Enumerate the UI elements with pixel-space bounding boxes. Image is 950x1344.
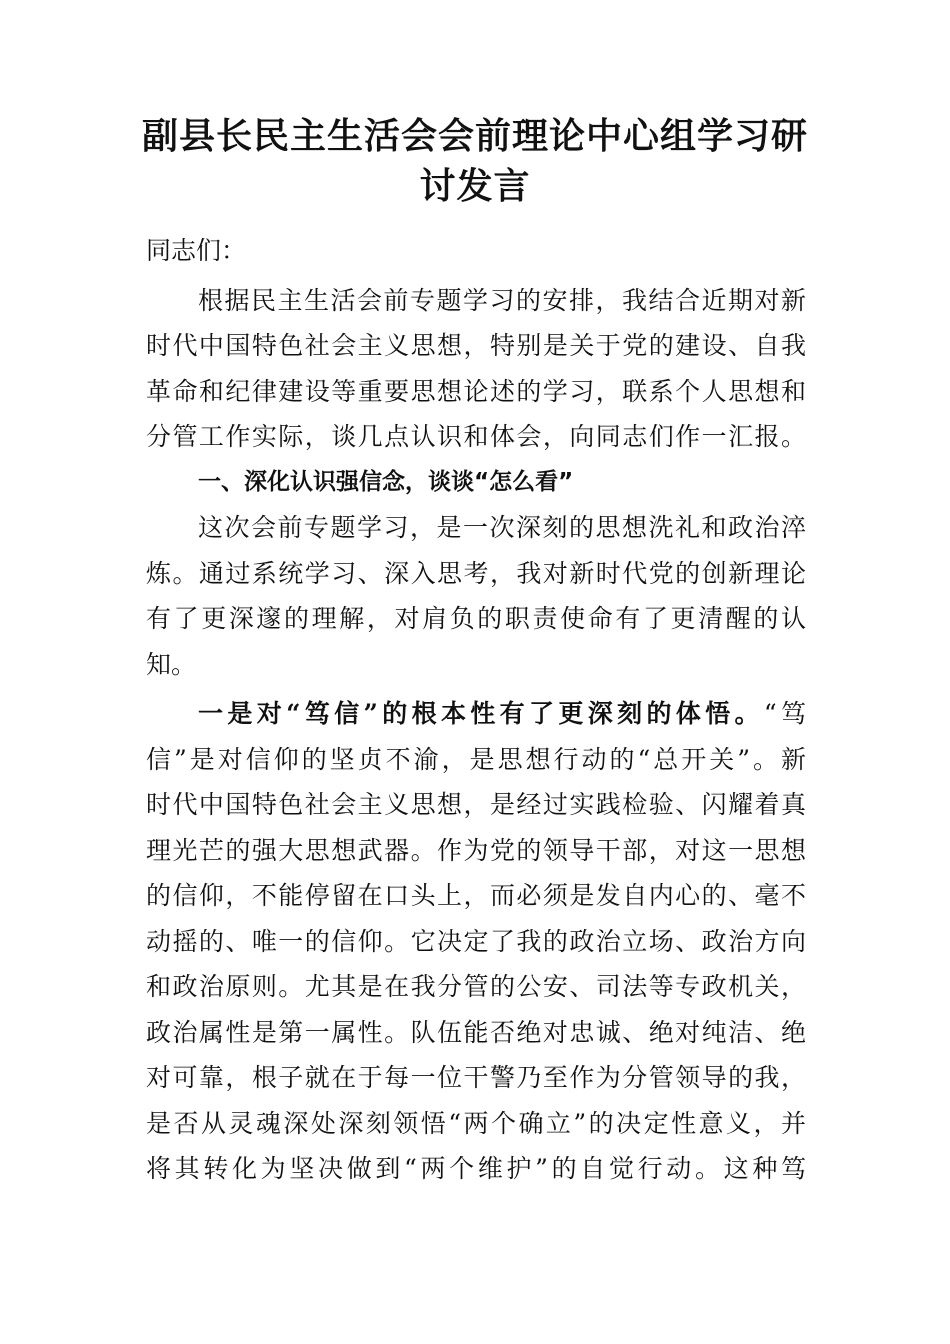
paragraph-line: 信”是对信仰的坚贞不渝，是思想行动的“总开关”。新: [146, 744, 806, 774]
paragraph-line: 对可靠，根子就在于每一位干警乃至作为分管领导的我，: [146, 1063, 806, 1092]
paragraph-line: 炼。通过系统学习、深入思考，我对新时代党的创新理论: [146, 558, 806, 588]
section-paragraph: [146, 505, 806, 687]
paragraph-line: 是否从灵魂深处深刻领悟“两个确立”的决定性意义，并: [146, 1108, 806, 1138]
paragraph-line: 这次会前专题学习，是一次深刻的思想洗礼和政治淬: [198, 513, 806, 542]
point-lead-rest: “笃: [763, 699, 806, 728]
paragraph-line: 根据民主生活会前专题学习的安排，我结合近期对新: [198, 285, 806, 315]
point-paragraph: [146, 691, 806, 1192]
paragraph-line: 有了更深邃的理解，对肩负的职责使命有了更清醒的认: [146, 604, 806, 633]
paragraph-line: 政治属性是第一属性。队伍能否绝对忠诚、绝对纯洁、绝: [146, 1017, 806, 1047]
paragraph-first-line: [146, 691, 806, 737]
paragraph-line: 的信仰，不能停留在口头上，而必须是发自内心的、毫不: [146, 881, 806, 910]
point-lead-bold: 一是对“笃信”的根本性有了更深刻的体悟。: [198, 699, 764, 728]
title-line-1: 副县长民主生活会会前理论中心组学习研: [141, 116, 808, 157]
paragraph-line: 时代中国特色社会主义思想，特别是关于党的建设、自我: [146, 331, 806, 360]
intro-paragraph: [146, 278, 806, 460]
title-line-2: 讨发言: [419, 166, 531, 207]
paragraph-line: 时代中国特色社会主义思想，是经过实践检验、闪耀着真: [146, 790, 806, 819]
document-body: [146, 228, 806, 1192]
paragraph-line: 革命和纪律建设等重要思想论述的学习，联系个人思想和: [146, 376, 806, 406]
document-title: [140, 112, 810, 212]
paragraph-line: 知。: [146, 649, 197, 679]
paragraph-line: 动摇的、唯一的信仰。它决定了我的政治立场、政治方向: [146, 926, 806, 956]
paragraph-line: 分管工作实际，谈几点认识和体会，向同志们作一汇报。: [146, 422, 806, 451]
salutation: 同志们：: [146, 236, 247, 265]
paragraph-line: 和政治原则。尤其是在我分管的公安、司法等专政机关，: [146, 972, 806, 1001]
section-heading: 一、深化认识强信念，谈谈“怎么看”: [198, 468, 574, 495]
paragraph-line: 将其转化为坚决做到“两个维护”的自觉行动。这种笃: [146, 1154, 806, 1183]
paragraph-line: 理光芒的强大思想武器。作为党的领导干部，对这一思想: [146, 835, 806, 865]
